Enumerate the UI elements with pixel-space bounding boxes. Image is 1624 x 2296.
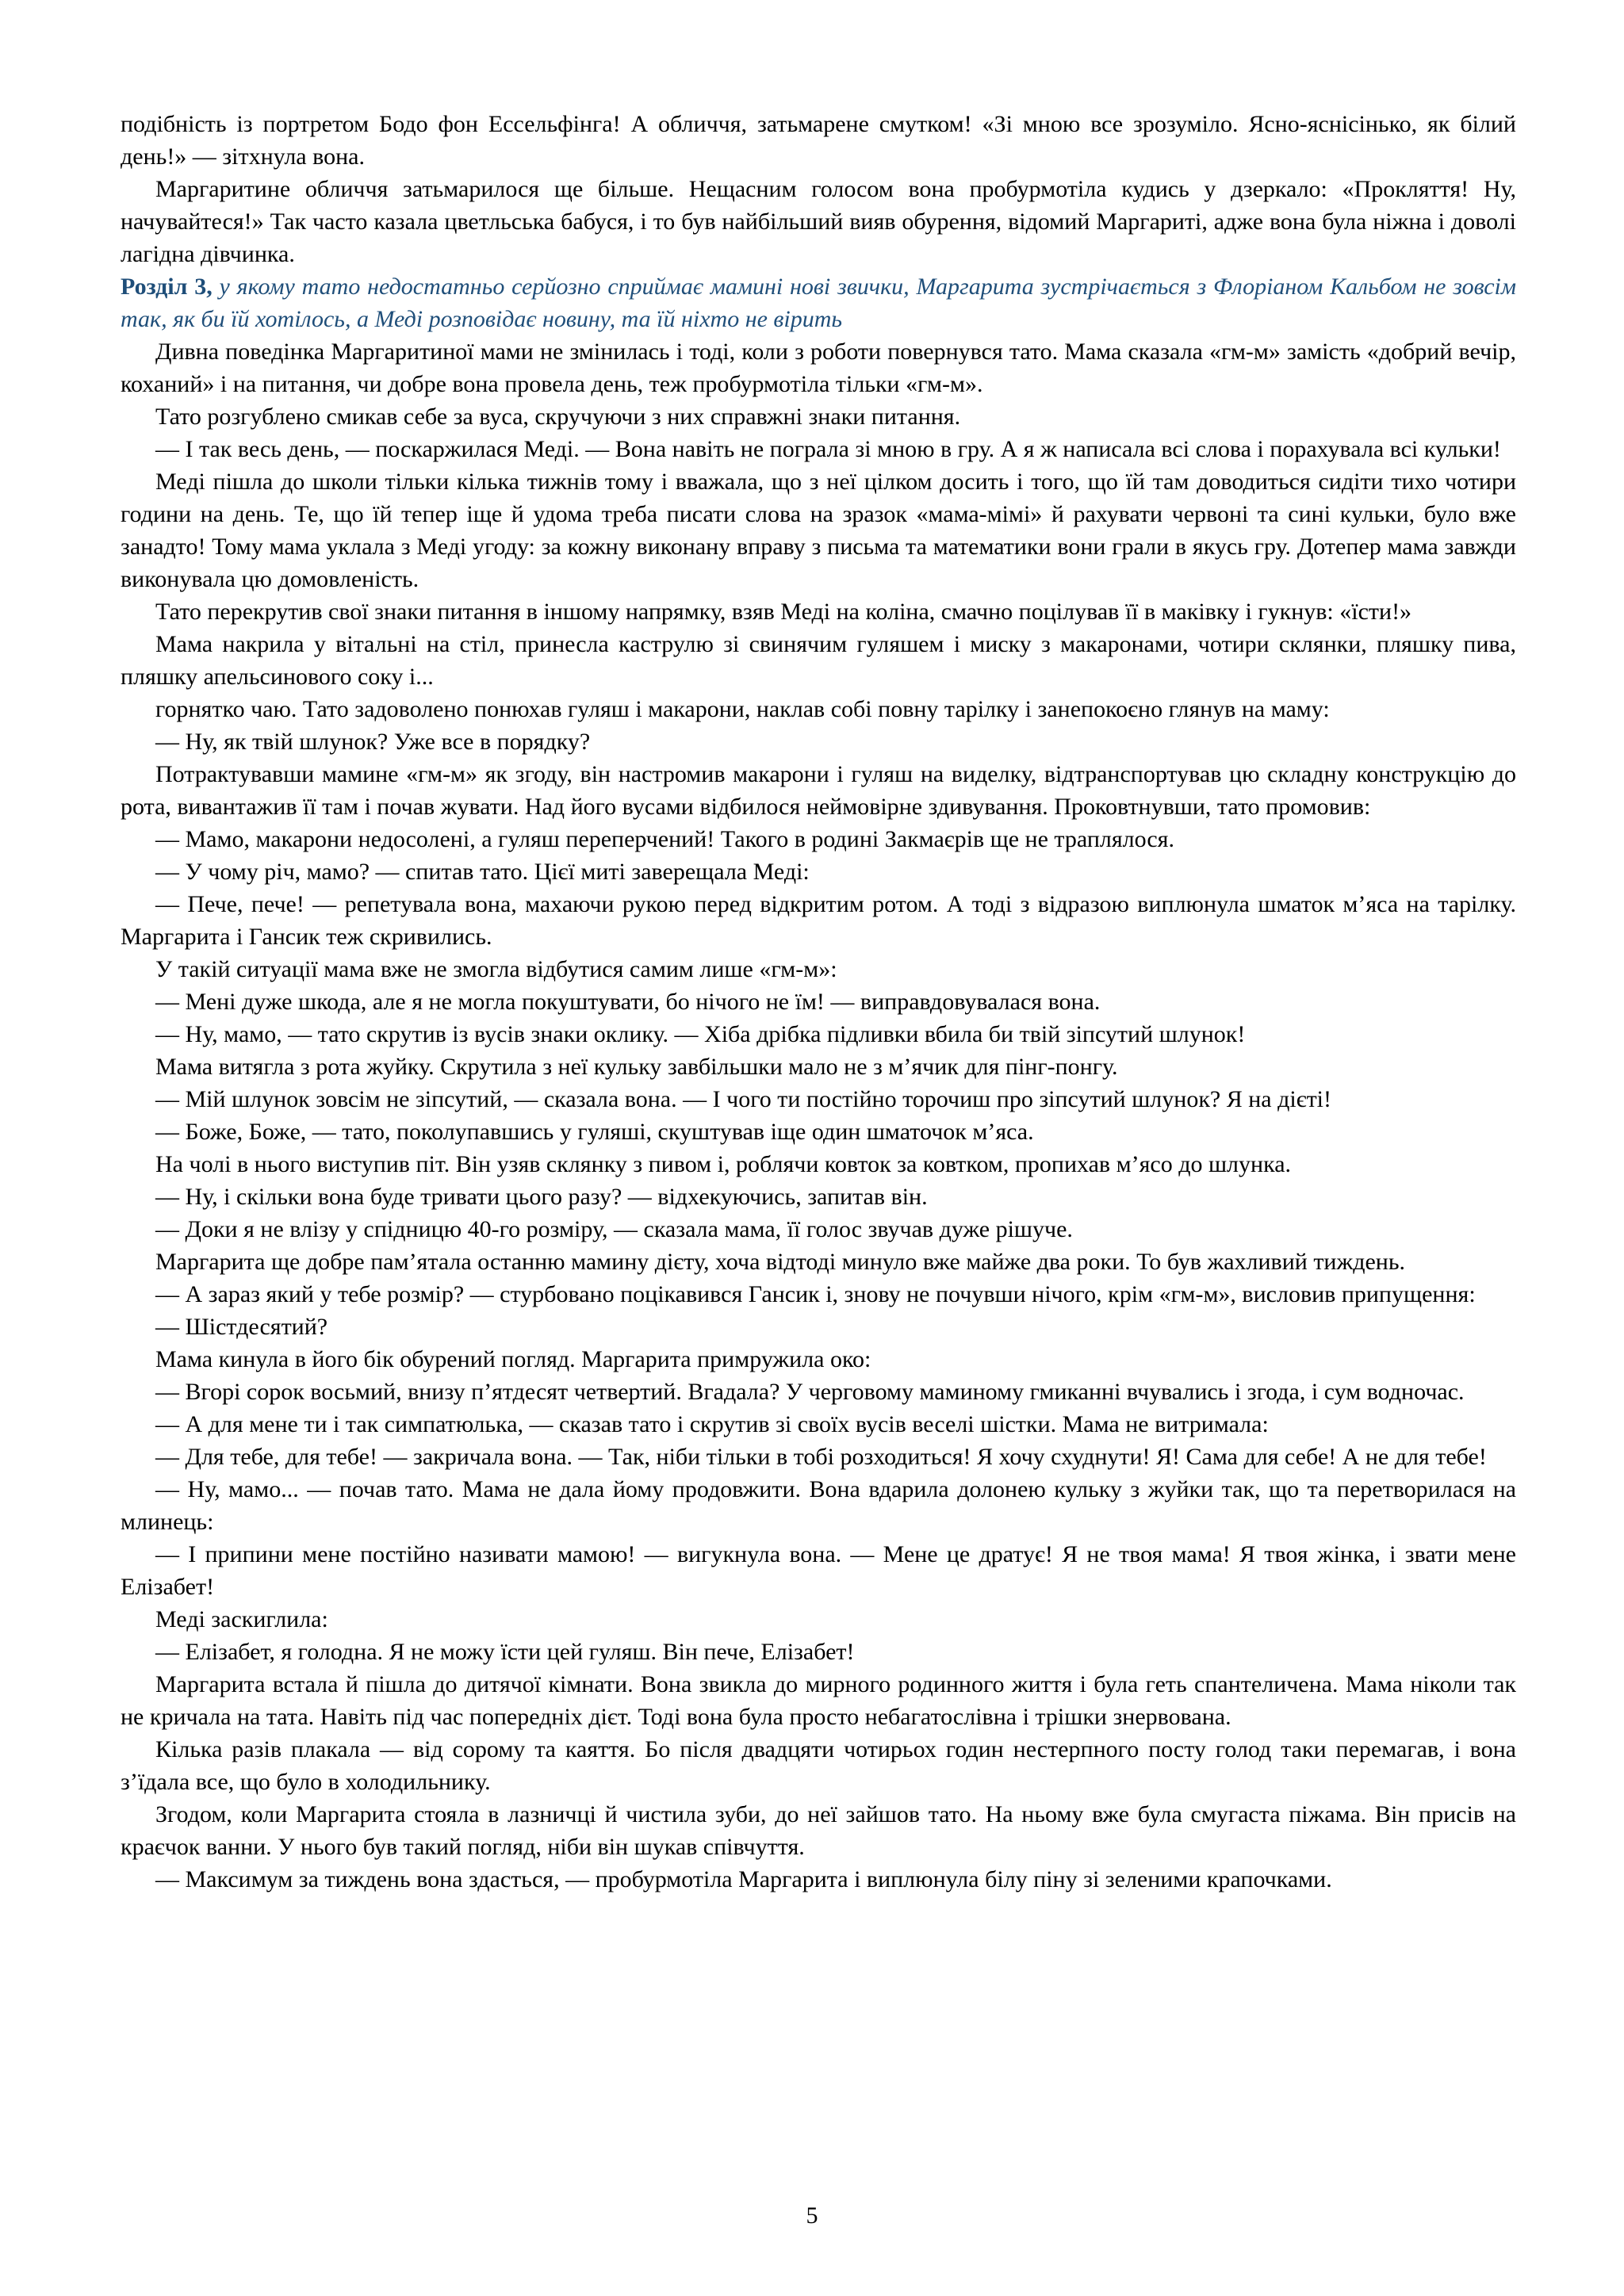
- paragraph: Згодом, коли Маргарита стояла в лазничці й чистила зуби, до неї зайшов тато. На ньому вже була смугаста піжама. Він присів на краєчок ванни. У нього був такий погляд, ніби він шукав співчуття.: [121, 1801, 1516, 1860]
- page-number: 5: [806, 2202, 818, 2229]
- chapter-number: Розділ 3,: [121, 274, 213, 300]
- paragraph: — А для мене ти і так симпатюлька, — сказав тато і скрутив зі своїх вусів веселі шістки. Мама не витримала:: [155, 1411, 1269, 1437]
- paragraph: Мама кинула в його бік обурений погляд. Маргарита примружила око:: [155, 1346, 871, 1372]
- paragraph: — Вгорі сорок восьмий, внизу п’ятдесят четвертий. Вгадала? У черговому маминому гмиканні вчувались і згода, і сум водночас.: [155, 1379, 1465, 1405]
- paragraph: Маргарита встала й пішла до дитячої кімнати. Вона звикла до мирного родинного життя і була геть спантеличена. Мама ніколи так не кричала на тата. Навіть під час попередніх дієт. Тоді вона була просто небагатослівна і трішки знервована.: [121, 1671, 1516, 1730]
- paragraph: Тато перекрутив свої знаки питання в іншому напрямку, взяв Меді на коліна, смачно поцілував її в маківку і гукнув: «їсти!»: [155, 599, 1412, 625]
- paragraph: — Ну, як твій шлунок? Уже все в порядку?: [155, 729, 591, 755]
- paragraph: Меді заскиглила:: [155, 1606, 328, 1632]
- paragraph: — Мені дуже шкода, але я не могла покуштувати, бо нічого не їм! — виправдовувалася вона.: [155, 989, 1101, 1015]
- paragraph: Мама накрила у вітальні на стіл, принесла каструлю зі свинячим гуляшем і миску з макаронами, чотири склянки, пляшку пива, пляшку апельсинового соку і...: [121, 631, 1516, 690]
- paragraph: подібність із портретом Бодо фон Ессельфінга! А обличчя, затьмарене смутком! «Зі мною все зрозуміло. Ясно-яснісінько, як білий день!» — зітхнула вона.: [121, 111, 1516, 170]
- paragraph: Маргарита ще добре пам’ятала останню мамину дієту, хоча відтоді минуло вже майже два роки. То був жахливий тиждень.: [155, 1249, 1406, 1275]
- paragraph: — Мамо, макарони недосолені, а гуляш переперчений! Такого в родині Закмаєрів ще не траплялося.: [155, 826, 1174, 852]
- chapter-title: у якому тато недостатньо серйозно сприймає мамині нові звички, Маргарита зустрічається з Флоріаном Кальбом не зовсім так, як би їй хотілось, а Меді розповідає новину, та їй ніхто не вірить: [121, 274, 1517, 332]
- paragraph: — Для тебе, для тебе! — закричала вона. — Так, ніби тільки в тобі розходиться! Я хочу схуднути! Я! Сама для себе! А не для тебе!: [155, 1444, 1487, 1470]
- paragraph: — Доки я не влізу у спідницю 40-го розміру, — сказала мама, її голос звучав дуже рішуче.: [155, 1216, 1073, 1242]
- paragraph: — Пече, пече! — репетувала вона, махаючи рукою перед відкритим ротом. А тоді з відразою виплюнула шматок м’яса на тарілку. Маргарита і Гансик теж скривились.: [121, 891, 1516, 950]
- paragraph: — І так весь день, — поскаржилася Меді. — Вона навіть не пограла зі мною в гру. А я ж написала всі слова і порахувала всі кульки!: [155, 436, 1501, 462]
- document-page: [121, 108, 1516, 1896]
- paragraph: — Ну, і скільки вона буде тривати цього разу? — відхекуючись, запитав він.: [155, 1184, 928, 1210]
- paragraph: — Шістдесятий?: [155, 1314, 328, 1340]
- paragraph: Потрактувавши мамине «гм-м» як згоду, він настромив макарони і гуляш на виделку, відтранспортував цю складну конструкцію до рота, вивантажив її там і почав жувати. Над його вусами відбилося неймовірне здивування. Проковтнувши, тато промовив:: [121, 761, 1516, 820]
- paragraph: — Мій шлунок зовсім не зіпсутий, — сказала вона. — І чого ти постійно торочиш про зіпсутий шлунок? Я на дієті!: [155, 1086, 1332, 1112]
- paragraph-continuation: горнятко чаю. Тато задоволено понюхав гуляш і макарони, наклав собі повну тарілку і занепокоєно глянув на маму:: [155, 696, 1330, 722]
- paragraph: — У чому річ, мамо? — спитав тато. Цієї миті заверещала Меді:: [155, 859, 810, 885]
- paragraph: — І припини мене постійно називати мамою! — вигукнула вона. — Мене це дратує! Я не твоя мама! Я твоя жінка, і звати мене Елізабет!: [121, 1541, 1516, 1600]
- paragraph: Тато розгублено смикав себе за вуса, скручуючи з них справжні знаки питання.: [155, 404, 961, 430]
- paragraph: — Боже, Боже, — тато, поколупавшись у гуляші, скуштував іще один шматочок м’яса.: [155, 1119, 1034, 1145]
- paragraph: — Ну, мамо, — тато скрутив із вусів знаки оклику. — Хіба дрібка підливки вбила би твій зіпсутий шлунок!: [155, 1021, 1246, 1047]
- paragraph: — Ну, мамо... — почав тато. Мама не дала йому продовжити. Вона вдарила долонею кульку з жуйки так, що та перетворилася на млинець:: [121, 1476, 1516, 1535]
- paragraph: Маргаритине обличчя затьмарилося ще більше. Нещасним голосом вона пробурмотіла кудись у дзеркало: «Прокляття! Ну, начувайтеся!» Так часто казала цветльська бабуся, і то був найбільший вияв обурення, відомий Маргариті, адже вона була ніжна і доволі лагідна дівчинка.: [121, 176, 1516, 267]
- paragraph: Дивна поведінка Маргаритиної мами не змінилась і тоді, коли з роботи повернувся тато. Мама сказала «гм-м» замість «добрий вечір, коханий» і на питання, чи добре вона провела день, теж пробурмотіла тільки «гм-м».: [121, 339, 1516, 397]
- paragraph: Меді пішла до школи тільки кілька тижнів тому і вважала, що з неї цілком досить і того, що їй там доводиться сидіти тихо чотири години на день. Те, що їй тепер іще й удома треба писати слова на зразок «мама-мімі» й рахувати червоні та сині кульки, було вже занадто! Тому мама уклала з Меді угоду: за кожну виконану вправу з письма та математики вони грали в якусь гру. Дотепер мама завжди виконувала цю домовленість.: [121, 469, 1516, 592]
- paragraph: Кілька разів плакала — від сорому та каяття. Бо після двадцяти чотирьох годин нестерпного посту голод таки перемагав, і вона з’їдала все, що було в холодильнику.: [121, 1736, 1516, 1795]
- paragraph: — Елізабет, я голодна. Я не можу їсти цей гуляш. Він пече, Елізабет!: [155, 1639, 855, 1665]
- paragraph: — Максимум за тиждень вона здасться, — пробурмотіла Маргарита і виплюнула білу піну зі зеленими крапочками.: [155, 1866, 1332, 1892]
- paragraph: У такій ситуації мама вже не змогла відбутися самим лише «гм-м»:: [155, 956, 837, 982]
- paragraph: Мама витягла з рота жуйку. Скрутила з неї кульку завбільшки мало не з м’ячик для пінг-понгу.: [155, 1054, 1118, 1080]
- paragraph: — А зараз який у тебе розмір? — стурбовано поцікавився Гансик і, знову не почувши нічого, крім «гм-м», висловив припущення:: [155, 1281, 1476, 1307]
- chapter-heading: [121, 270, 1516, 335]
- paragraph: На чолі в нього виступив піт. Він узяв склянку з пивом і, роблячи ковток за ковтком, пропихав м’ясо до шлунка.: [155, 1151, 1292, 1177]
